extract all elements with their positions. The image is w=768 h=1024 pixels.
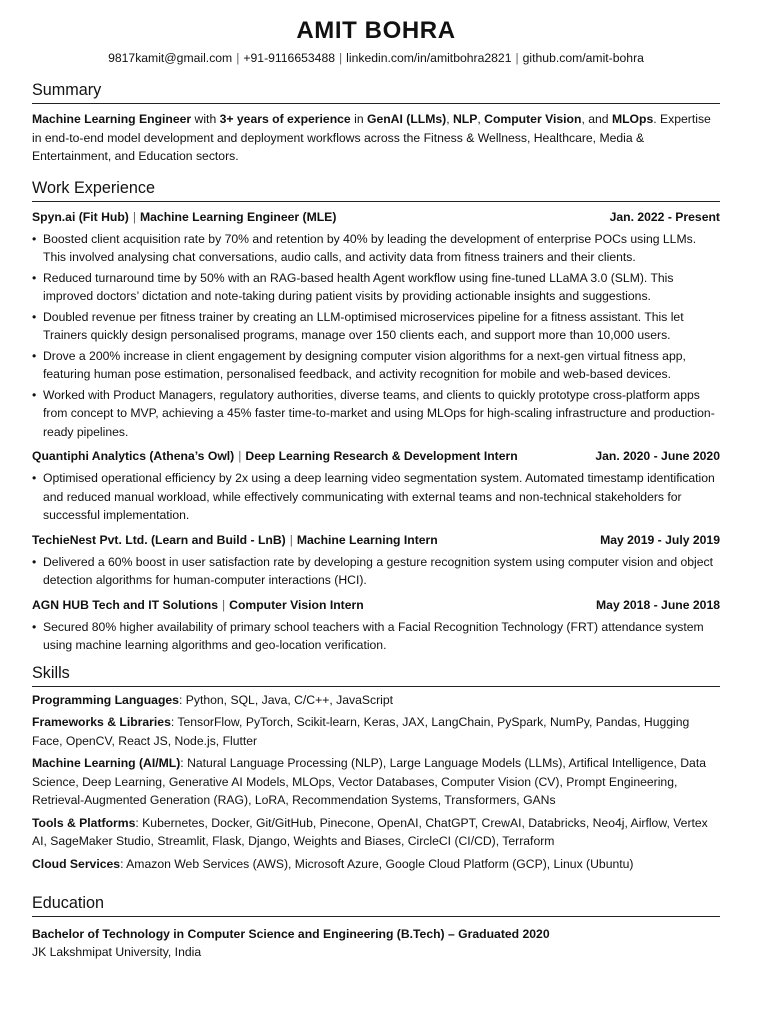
job-list: [32, 208, 720, 655]
summary-fragment: in: [350, 112, 367, 126]
job-separator: |: [238, 449, 242, 463]
skill-label: Tools & Platforms: [32, 815, 136, 830]
section-title-summary: Summary: [32, 80, 720, 104]
skill-value: : Natural Language Processing (NLP), Large Language Models (LLMs), Artifical Intelligence, Data Science, Deep Learning, Generative AI Models, MLOps, Vector Databases, Computer Vision (CV), Prompt Engineering, Retrieval-Augmented Generation (RAG), LoRA, Recommendation Systems, Transformers, GANs: [32, 756, 707, 807]
job-dates: Jan. 2022 - Present: [609, 209, 720, 224]
summary-highlight: NLP: [452, 112, 478, 126]
skills-section: [32, 663, 720, 874]
job-title-line: [32, 531, 438, 549]
education-section: [32, 893, 720, 961]
job-bullet: • Delivered a 60% boost in user satisfaction rate by developing a gesture recognition system using computer vision and object detection algorithms for human-computer interactions (HCI).: [32, 553, 720, 590]
summary-fragment: . Expertise in end-to-end model development and deployment workflows across the Fitness & Wellness, Healthcare, Media & Entertainment, and Education sectors.: [32, 112, 711, 163]
job-title-line: [32, 208, 336, 226]
contact-separator: |: [515, 51, 519, 65]
school: JK Lakshmipat University, India: [32, 945, 202, 959]
job-company: TechieNest Pvt. Ltd. (Learn and Build - LnB): [32, 532, 286, 547]
job-bullets: [32, 469, 720, 525]
github-link[interactable]: github.com/amit-bohra: [522, 51, 644, 65]
job-bullet: • Secured 80% higher availability of primary school teachers with a Facial Recognition Technology (FRT) attendance system using machine learning algorithms and geo-location verification.: [32, 618, 720, 655]
degree: Bachelor of Technology in Computer Science and Engineering (B.Tech) – Graduated 2020: [32, 927, 550, 941]
skill-row: [32, 855, 720, 874]
summary-fragment: ,: [446, 112, 453, 126]
job-bullet: • Doubled revenue per fitness trainer by creating an LLM-optimised microservices pipeline for a fitness assistant. This let Trainers quickly design personalised programs, manage over 150 clients each, and support more than 10,000 users.: [32, 308, 720, 345]
job-title-line: [32, 596, 364, 614]
job-dates: May 2018 - June 2018: [596, 597, 720, 612]
skill-value: : Amazon Web Services (AWS), Microsoft Azure, Google Cloud Platform (GCP), Linux (Ubuntu): [120, 856, 634, 871]
skill-row: [32, 754, 720, 810]
job-role: Computer Vision Intern: [229, 597, 364, 612]
skill-label: Cloud Services: [32, 856, 121, 871]
job-company: Spyn.ai (Fit Hub): [32, 209, 129, 224]
email-link[interactable]: 9817kamit@gmail.com: [108, 51, 233, 65]
job-bullet: • Worked with Product Managers, regulatory authorities, diverse teams, and clients to quickly prototype cross-platform apps from concept to MVP, achieving a 45% faster time-to-market and using MLOps for high-scaling infrastructure and production-ready pipelines.: [32, 386, 720, 442]
job-header: [32, 596, 720, 614]
job-separator: |: [132, 209, 136, 224]
summary-text: [32, 110, 720, 166]
job-entry: [32, 447, 720, 525]
job-bullet: • Boosted client acquisition rate by 70% and retention by 40% by leading the development of enterprise POCs using LLMs. This involved analysing chat conversations, audio calls, and activity data from fitness trainers and their clients.: [32, 230, 720, 267]
summary-section: [32, 80, 720, 166]
job-bullets: [32, 553, 720, 590]
job-bullets: [32, 230, 720, 442]
job-dates: May 2019 - July 2019: [600, 532, 720, 547]
job-company: Quantiphi Analytics (Athena’s Owl): [32, 449, 235, 463]
job-bullet: • Reduced turnaround time by 50% with an RAG-based health Agent workflow using fine-tuned LLaMA 3.0 (SLM). This improved doctors’ dictation and note-taking during patient visits by providing actionable insights and suggestions.: [32, 269, 720, 306]
experience-section: [32, 178, 720, 655]
skill-value: : TensorFlow, PyTorch, Scikit-learn, Keras, JAX, LangChain, PySpark, NumPy, Pandas, Hugging Face, OpenCV, React JS, Node.js, Flutter: [32, 715, 690, 748]
skill-row: [32, 691, 720, 710]
summary-fragment: ,: [477, 112, 485, 126]
skill-label: Frameworks & Libraries: [32, 715, 171, 729]
job-bullets: [32, 618, 720, 655]
skill-row: [32, 814, 720, 851]
section-title-skills: Skills: [32, 663, 720, 687]
summary-highlight: Machine Learning Engineer: [32, 112, 192, 126]
linkedin-link[interactable]: linkedin.com/in/amitbohra2821: [346, 51, 512, 65]
phone-number: +91-9116653488: [243, 51, 335, 65]
skill-label: Machine Learning (AI/ML): [32, 756, 181, 770]
skill-row: [32, 713, 720, 750]
contact-separator: |: [339, 51, 343, 65]
job-dates: Jan. 2020 - June 2020: [595, 449, 720, 463]
summary-highlight: GenAI (LLMs): [366, 112, 447, 126]
job-bullet: • Drove a 200% increase in client engagement by designing computer vision algorithms for a next-gen virtual fitness app, featuring human pose estimation, personalised feedback, and activity recognition for mobile and web-based devices.: [32, 347, 720, 384]
contact-line: [32, 50, 720, 66]
candidate-name: AMIT BOHRA: [296, 17, 456, 44]
job-bullet: • Optimised operational efficiency by 2x using a deep learning video segmentation system. Automated timestamp identification and reduced manual workload, while effectively communicating with external teams and non-technical stakeholders for successful implementation.: [32, 469, 720, 525]
job-title-line: [32, 447, 518, 465]
summary-fragment: with: [191, 112, 220, 126]
skill-value: : Kubernetes, Docker, Git/GitHub, Pinecone, OpenAI, ChatGPT, CrewAI, Databricks, Neo4j, Airflow, Vertex AI, SageMaker Studio, Streamlit, Flask, Django, Weights and Biases, CircleCI (CI/CD), Terraform: [32, 815, 708, 848]
job-entry: [32, 596, 720, 655]
summary-highlight: MLOps: [611, 112, 654, 126]
job-role: Deep Learning Research & Development Intern: [245, 449, 518, 463]
job-entry: [32, 531, 720, 590]
job-entry: [32, 208, 720, 442]
section-title-experience: Work Experience: [32, 178, 720, 202]
job-header: [32, 531, 720, 549]
job-role: Machine Learning Intern: [296, 532, 438, 547]
job-separator: |: [221, 597, 226, 612]
skill-list: [32, 691, 720, 874]
skill-value: : Python, SQL, Java, C/C++, JavaScript: [178, 692, 394, 707]
job-separator: |: [289, 532, 293, 547]
summary-highlight: Computer Vision: [484, 112, 582, 126]
job-header: [32, 208, 720, 226]
skill-label: Programming Languages: [32, 692, 179, 707]
summary-highlight: 3+ years of experience: [219, 112, 351, 126]
job-company: AGN HUB Tech and IT Solutions: [32, 597, 218, 612]
job-role: Machine Learning Engineer (MLE): [140, 209, 337, 224]
summary-fragment: , and: [581, 112, 612, 126]
contact-separator: |: [236, 51, 240, 65]
section-title-education: Education: [32, 893, 720, 917]
job-header: [32, 447, 720, 465]
